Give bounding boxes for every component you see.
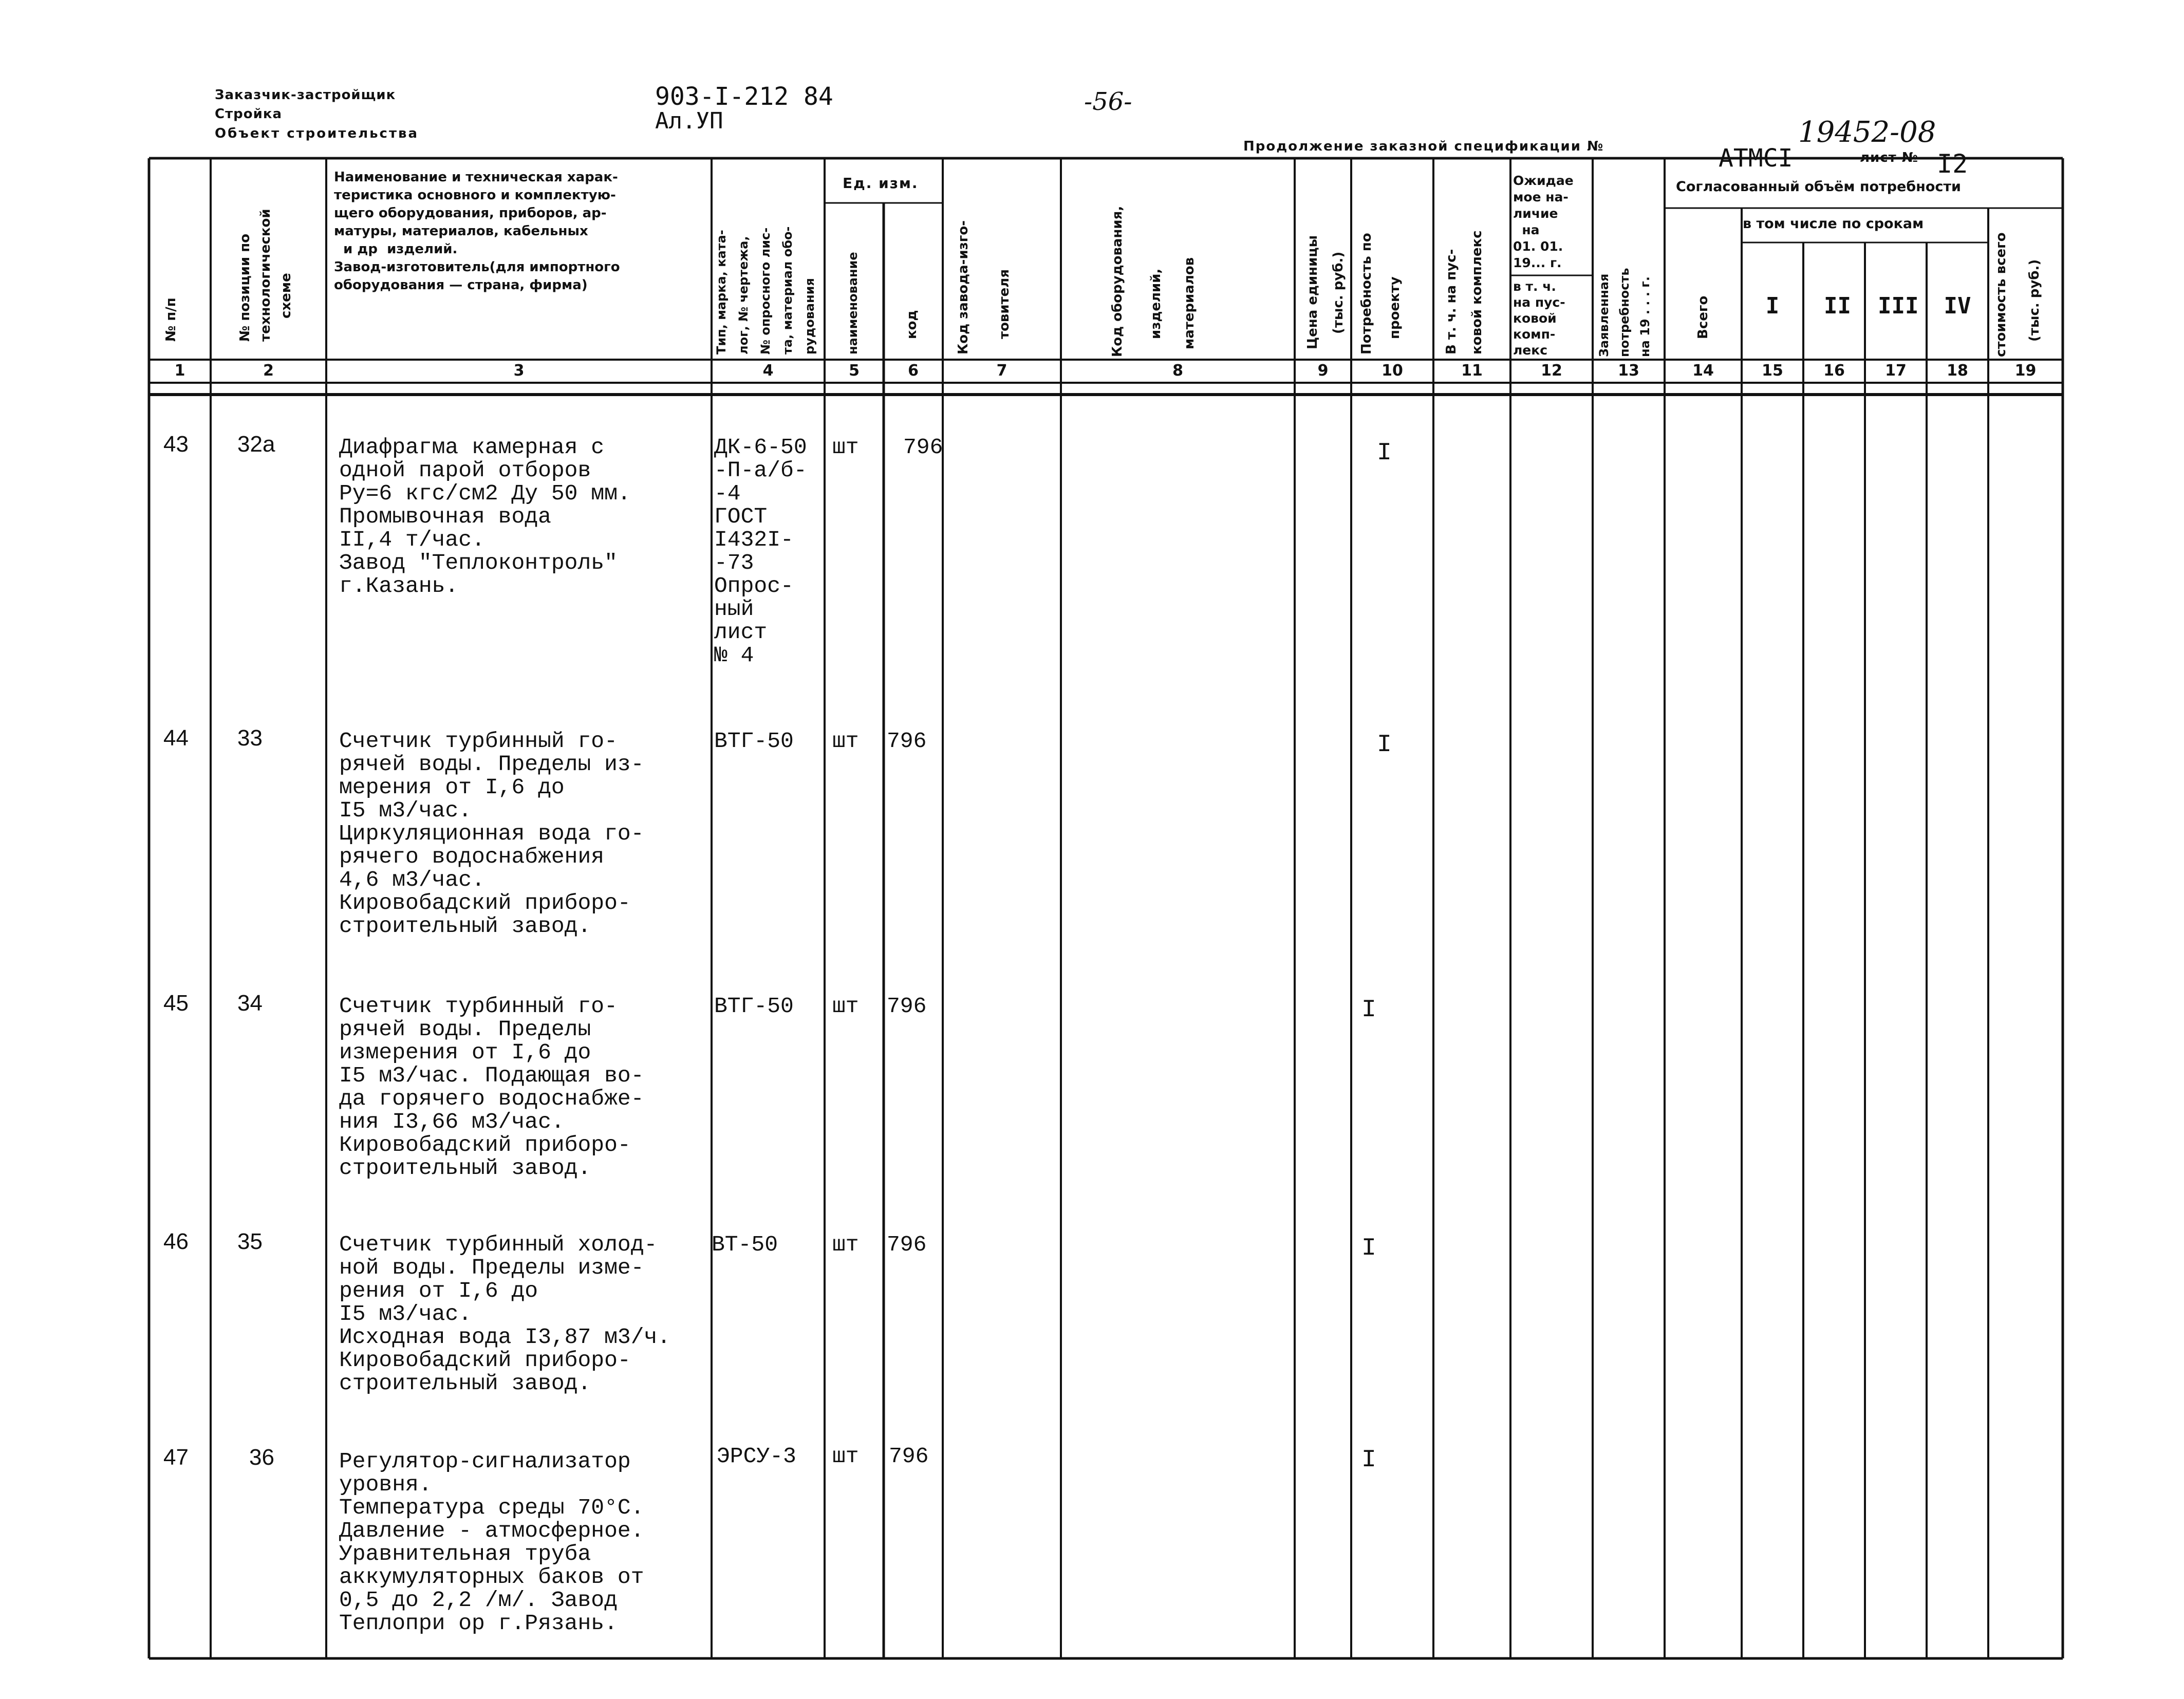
row-description: Регулятор-сигнализатор уровня. Температура среды 70°С. Давление - атмосферное. Уравнительная труба аккумуляторных баков от 0,5 до 2,2 /м/. Завод Теплопри ор г.Рязань. <box>339 1449 644 1636</box>
col-group-unit: Ед. изм. <box>843 175 919 192</box>
col-number-16: 16 <box>1823 362 1845 380</box>
continuation-label: Продолжение заказной спецификации № <box>1243 139 1604 154</box>
row-number: 43 <box>163 432 189 457</box>
col-header-7-line1: Код завода-изго- <box>956 220 971 354</box>
row-number: 44 <box>163 725 189 751</box>
col-group-by-terms: в том числе по срокам <box>1743 216 1924 232</box>
col-number-17: 17 <box>1885 362 1907 380</box>
col-header-4-line5: рудования <box>802 278 817 354</box>
spec-code: АТМСI <box>1719 144 1793 173</box>
row-code: 796 <box>887 994 927 1019</box>
row-type: ВТГ-50 <box>714 994 794 1019</box>
row-unit: шт <box>832 1232 859 1257</box>
sheet-number: I2 <box>1937 149 1968 179</box>
sheet-label: лист № <box>1860 150 1919 165</box>
col-header-18: IV <box>1944 293 1971 319</box>
col-number-1: 1 <box>174 362 185 380</box>
row-position: 36 <box>249 1445 274 1470</box>
row-number: 45 <box>163 991 189 1016</box>
col-number-7: 7 <box>996 362 1007 380</box>
col-header-15: I <box>1765 293 1780 319</box>
col-header-19-line2: (тыс. руб.) <box>2027 259 2042 342</box>
col-header-10-line2: проекту <box>1387 276 1403 339</box>
col-header-2-line3: схеме <box>278 273 294 319</box>
handwritten-number: 19452-08 <box>1798 116 1936 149</box>
col-header-7-line2: товителя <box>997 269 1012 339</box>
col-header-14: Всего <box>1695 295 1711 339</box>
row-code: 796 <box>889 1444 929 1469</box>
col-number-14: 14 <box>1692 362 1714 380</box>
col-header-1: № п/п <box>163 297 179 342</box>
col-header-12-bottom: в т. ч. на пус- ковой комп- лекс <box>1513 279 1565 358</box>
col-header-10-line1: Потребность по <box>1359 233 1374 354</box>
col-number-9: 9 <box>1317 362 1329 380</box>
col-number-15: 15 <box>1762 362 1783 380</box>
col-header-19-line1: стоимость всего <box>1993 232 2009 357</box>
row-unit: шт <box>832 994 859 1019</box>
customer-label: Заказчик-застройщик <box>215 87 396 103</box>
row-need: I <box>1377 731 1392 759</box>
row-position: 35 <box>237 1229 263 1254</box>
col-header-13-line2: потребность <box>1617 268 1632 357</box>
col-header-12-top: Ожидае мое на- личие на 01. 01. 19... г. <box>1513 173 1574 270</box>
album-label: Ал.УП <box>655 108 723 134</box>
col-header-13-line3: на 19 . . . г. <box>1638 276 1652 357</box>
col-header-8-line2: изделий, <box>1148 268 1164 339</box>
col-number-2: 2 <box>263 362 274 380</box>
col-number-18: 18 <box>1947 362 1968 380</box>
row-unit: шт <box>832 1444 859 1469</box>
col-header-2-line1: № позиции по <box>237 233 253 342</box>
col-header-16: II <box>1824 293 1851 319</box>
col-number-12: 12 <box>1541 362 1562 380</box>
col-header-9-line1: Цена единицы <box>1305 235 1320 349</box>
col-header-4-line3: № опросного лис- <box>758 227 773 354</box>
row-type: ДК-6-50 -П-а/б- -4 ГОСТ I432I- -73 Опрос- ный лист № 4 <box>714 435 807 668</box>
row-unit: шт <box>832 729 859 754</box>
col-header-17: III <box>1878 293 1919 319</box>
row-code: 796 <box>903 435 943 460</box>
col-header-2-line2: технологической <box>258 209 273 342</box>
object-label: Объект строительства <box>215 126 419 141</box>
row-position: 34 <box>237 991 263 1016</box>
row-code: 796 <box>887 1232 927 1257</box>
col-number-8: 8 <box>1172 362 1183 380</box>
col-number-11: 11 <box>1461 362 1483 380</box>
row-need: I <box>1377 439 1392 467</box>
row-type: ЭРСУ-3 <box>717 1444 796 1469</box>
row-number: 47 <box>163 1445 189 1470</box>
col-header-13-line1: Заявленная <box>1597 273 1611 357</box>
row-need: I <box>1361 1446 1376 1474</box>
col-number-4: 4 <box>762 362 774 380</box>
row-description: Счетчик турбинный го- рячей воды. Пределы измерения от I,6 до I5 м3/час. Подающая во- да горячего водоснабже- ния I3,66 м3/час. Кировобадский приборо- строительный завод. <box>339 994 644 1181</box>
row-description: Счетчик турбинный холод- ной воды. Пределы изме- рения от I,6 до I5 м3/час. Исходная вода I3,87 м3/ч. Кировобадский приборо- строительный завод. <box>339 1232 671 1396</box>
site-label: Стройка <box>215 106 283 122</box>
col-group-agreed: Согласованный объём потребности <box>1676 179 1961 195</box>
row-position: 33 <box>237 725 263 751</box>
row-type: ВТГ-50 <box>714 729 794 754</box>
col-header-11-line1: В т. ч. на пус- <box>1444 249 1459 354</box>
col-header-3: Наименование и техническая харак- теристика основного и комплектую- щего оборудования, приборов, ар- матуры, материалов, кабельных и др изделий. Завод-изготовитель(для импортного оборудования — страна, фирма) <box>334 170 620 293</box>
row-number: 46 <box>163 1229 189 1254</box>
doc-number: 903-I-212 84 <box>655 82 833 111</box>
col-number-5: 5 <box>849 362 860 380</box>
col-number-13: 13 <box>1618 362 1639 380</box>
col-number-6: 6 <box>908 362 919 380</box>
col-number-19: 19 <box>2014 362 2037 380</box>
col-header-8-line3: материалов <box>1182 257 1197 349</box>
col-header-9-line2: (тыс. руб.) <box>1331 251 1346 334</box>
col-header-8-line1: Код оборудования, <box>1110 206 1125 357</box>
row-position: 32а <box>237 432 275 457</box>
page-number: -56- <box>1084 87 1132 116</box>
row-description: Счетчик турбинный го- рячей воды. Пределы из- мерения от I,6 до I5 м3/час. Циркуляционная вода го- рячего водоснабжения 4,6 м3/час. Кировобадский приборо- строительный завод. <box>339 729 644 939</box>
row-code: 796 <box>887 729 927 754</box>
col-number-3: 3 <box>513 362 525 380</box>
col-header-6: код <box>904 310 920 339</box>
col-header-11-line2: ковой комплекс <box>1469 230 1485 354</box>
row-need: I <box>1361 1235 1376 1262</box>
col-number-10: 10 <box>1382 362 1403 380</box>
row-unit: шт <box>832 435 859 460</box>
col-header-4-line1: Тип, марка, ката- <box>714 230 729 354</box>
col-header-5: наименование <box>846 252 860 354</box>
row-need: I <box>1361 996 1376 1024</box>
col-header-4-line4: та, материал обо- <box>780 226 795 354</box>
row-description: Диафрагма камерная с одной парой отборов Ру=6 кгс/см2 Ду 50 мм. Промывочная вода II,4 т/час. Завод "Теплоконтроль" г.Казань. <box>339 435 631 599</box>
col-header-4-line2: лог, № чертежа, <box>736 236 751 354</box>
row-type: ВТ-50 <box>712 1232 778 1257</box>
